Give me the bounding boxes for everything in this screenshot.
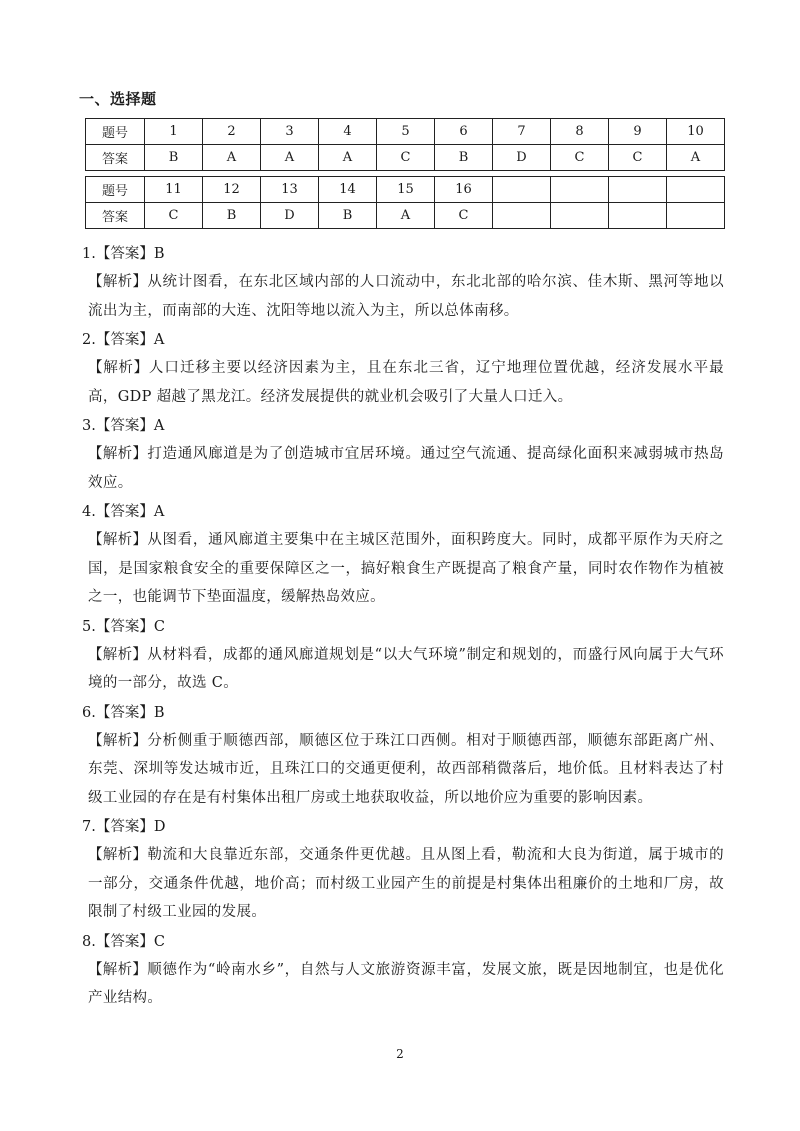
answer-table-part2 <box>85 176 725 229</box>
question-number-cell: 7 <box>493 119 551 145</box>
question-number-cell: 14 <box>319 177 377 203</box>
answer-line <box>82 326 722 354</box>
analysis-paragraph <box>88 440 724 497</box>
question-number-cell: 15 <box>377 177 435 203</box>
answer-value: B <box>153 246 165 262</box>
analysis-label: 【解析】 <box>88 532 148 548</box>
question-number: 2. <box>82 332 96 348</box>
analysis-label: 【解析】 <box>88 446 148 462</box>
answer-value: D <box>153 819 166 835</box>
answer-line <box>82 412 722 440</box>
page-number: 2 <box>396 1047 404 1061</box>
answer-value: A <box>153 332 165 348</box>
analysis-paragraph <box>88 354 724 411</box>
answer-cell: C <box>377 145 435 171</box>
answer-cell: C <box>145 203 203 229</box>
analysis-paragraph <box>88 526 724 612</box>
question-list <box>82 240 725 1013</box>
answer-line <box>82 813 722 841</box>
answer-cell <box>493 203 551 229</box>
analysis-text: 打造通风廊道是为了创造城市宜居环境。通过空气流通、提高绿化面积来减弱城市热岛效应。 <box>88 446 725 491</box>
answer-line <box>82 613 722 641</box>
table-row-numbers <box>86 177 725 203</box>
row-label-number: 题号 <box>86 177 145 203</box>
answer-cell: A <box>667 145 725 171</box>
question-number-cell: 1 <box>145 119 203 145</box>
row-label-number: 题号 <box>86 119 145 145</box>
question-number-cell: 12 <box>203 177 261 203</box>
analysis-paragraph <box>88 956 724 1013</box>
answer-cell: A <box>377 203 435 229</box>
question-item <box>82 928 722 1013</box>
question-number: 5. <box>82 618 96 635</box>
analysis-text: 顺德作为“岭南水乡”，自然与人文旅游资源丰富，发展文旅，既是因地制宜，也是优化产业结构。 <box>88 961 724 1006</box>
answer-label: 【答案】 <box>95 418 154 434</box>
question-item <box>82 699 725 813</box>
question-number-cell <box>609 177 667 203</box>
question-number-cell: 2 <box>203 119 261 145</box>
question-number: 3. <box>82 418 96 434</box>
question-number-cell: 16 <box>435 177 493 203</box>
question-item <box>82 240 725 325</box>
analysis-label: 【解析】 <box>88 646 148 663</box>
answer-cell <box>551 203 609 229</box>
answer-table-part1 <box>85 118 725 171</box>
answer-cell <box>609 203 667 229</box>
question-number-cell: 11 <box>145 177 203 203</box>
answer-cell: A <box>261 145 319 171</box>
question-number: 4. <box>82 504 96 520</box>
analysis-paragraph <box>88 641 724 698</box>
question-number-cell: 3 <box>261 119 319 145</box>
analysis-text: 人口迁移主要以经济因素为主，且在东北三省，辽宁地理位置优越，经济发展水平最高，GDP 超越了黑龙江。经济发展提供的就业机会吸引了大量人口迁入。 <box>88 360 724 405</box>
analysis-text: 从图看，通风廊道主要集中在主城区范围外，面积跨度大。同时，成都平原作为天府之国，是国家粮食安全的重要保障区之一，搞好粮食生产既提高了粮食产量，同时农作物作为植被之一，也能调节下垫面温度，缓解热岛效应。 <box>88 532 725 605</box>
analysis-paragraph <box>88 841 724 927</box>
answer-line <box>82 498 722 526</box>
table-row-numbers <box>86 119 725 145</box>
answer-label: 【答案】 <box>95 933 154 950</box>
analysis-label: 【解析】 <box>88 274 148 290</box>
answer-cell <box>667 203 725 229</box>
row-label-answer: 答案 <box>86 145 145 171</box>
analysis-paragraph <box>88 268 724 325</box>
answer-cell: D <box>493 145 551 171</box>
answer-cell: B <box>319 203 377 229</box>
answer-label: 【答案】 <box>95 246 154 262</box>
answer-cell: C <box>435 203 493 229</box>
question-number-cell: 10 <box>667 119 725 145</box>
question-number-cell <box>551 177 609 203</box>
answer-cell: B <box>145 145 203 171</box>
answer-label: 【答案】 <box>95 704 154 721</box>
question-number-cell: 13 <box>261 177 319 203</box>
question-item <box>82 326 722 411</box>
question-number: 6. <box>82 704 96 721</box>
question-number-cell: 9 <box>609 119 667 145</box>
answer-cell: A <box>203 145 261 171</box>
analysis-label: 【解析】 <box>88 847 148 863</box>
question-number: 7. <box>82 819 96 835</box>
question-item <box>82 412 725 497</box>
question-number: 8. <box>82 933 96 950</box>
answer-cell: B <box>203 203 261 229</box>
answer-label: 【答案】 <box>95 618 154 635</box>
answer-line <box>82 699 722 727</box>
analysis-label: 【解析】 <box>88 732 148 749</box>
question-item <box>82 813 725 927</box>
row-label-answer: 答案 <box>86 203 145 229</box>
question-number-cell: 6 <box>435 119 493 145</box>
answer-label: 【答案】 <box>95 819 154 835</box>
answer-label: 【答案】 <box>95 504 154 520</box>
answer-cell: D <box>261 203 319 229</box>
analysis-text: 分析侧重于顺德西部，顺德区位于珠江口西侧。相对于顺德西部，顺德东部距离广州、东莞、深圳等发达城市近，且珠江口的交通更便利，故西部稍微落后，地价低。且材料表达了村级工业园的存在是有村集体出租厂房或土地获取收益，所以地价应为重要的影响因素。 <box>88 732 725 806</box>
answer-line <box>82 928 722 956</box>
analysis-paragraph <box>88 727 724 813</box>
question-number-cell: 8 <box>551 119 609 145</box>
answer-label: 【答案】 <box>95 332 154 348</box>
analysis-label: 【解析】 <box>88 360 149 376</box>
answer-value: A <box>153 418 165 434</box>
answer-value: B <box>153 704 165 721</box>
question-number: 1. <box>82 246 96 262</box>
answer-cell: C <box>551 145 609 171</box>
answer-cell: C <box>609 145 667 171</box>
answer-line <box>82 240 722 268</box>
analysis-label: 【解析】 <box>88 961 148 978</box>
section-title: 一、选择题 <box>79 90 157 108</box>
question-item <box>82 498 725 612</box>
answer-cell: B <box>435 145 493 171</box>
question-number-cell <box>667 177 725 203</box>
answer-value: A <box>153 504 165 520</box>
answer-value: C <box>153 933 165 950</box>
table-row-answers <box>86 145 725 171</box>
analysis-text: 勒流和大良靠近东部，交通条件更优越。且从图上看，勒流和大良为街道，属于城市的一部分，交通条件优越，地价高；而村级工业园产生的前提是村集体出租廉价的土地和厂房，故限制了村级工业园的发展。 <box>88 847 725 920</box>
question-number-cell: 4 <box>319 119 377 145</box>
table-row-answers <box>86 203 725 229</box>
analysis-text: 从统计图看，在东北区域内部的人口流动中，东北北部的哈尔滨、佳木斯、黑河等地以流出为主，而南部的大连、沈阳等地以流入为主，所以总体南移。 <box>88 274 725 319</box>
analysis-text: 从材料看，成都的通风廊道规划是“以大气环境”制定和规划的，而盛行风向属于大气环境的一部分，故选 C。 <box>88 646 724 691</box>
question-number-cell <box>493 177 551 203</box>
answer-cell: A <box>319 145 377 171</box>
question-number-cell: 5 <box>377 119 435 145</box>
answer-value: C <box>153 618 165 635</box>
question-item <box>82 613 722 698</box>
